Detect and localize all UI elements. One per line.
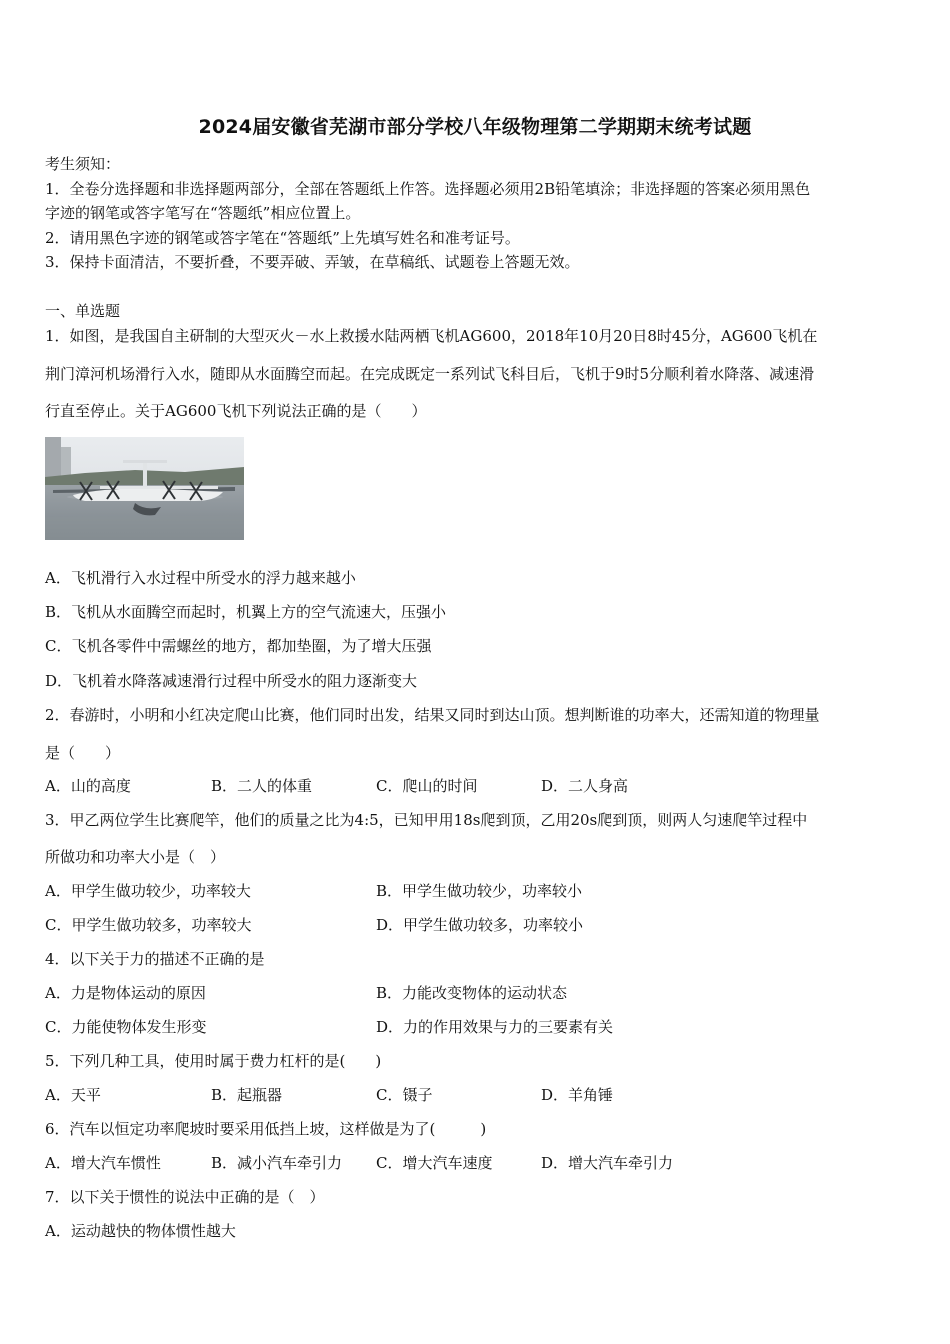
q4-option-a: A．力是物体运动的原因 bbox=[45, 984, 206, 1002]
q6-option-b: B．减小汽车牵引力 bbox=[211, 1154, 343, 1172]
seaplane-photo bbox=[45, 437, 244, 540]
notice-item: 2．请用黑色字迹的钢笔或答字笔在“答题纸”上先填写姓名和准考证号。 bbox=[45, 229, 520, 247]
q1-option-c: C．飞机各零件中需螺丝的地方，都加垫圈，为了增大压强 bbox=[45, 637, 432, 655]
q3-option-d: D．甲学生做功较多，功率较小 bbox=[376, 916, 584, 934]
q3-option-a: A．甲学生做功较少，功率较大 bbox=[45, 882, 251, 900]
q5-option-d: D．羊角锤 bbox=[541, 1086, 614, 1104]
q1-option-b: B．飞机从水面腾空而起时，机翼上方的空气流速大，压强小 bbox=[45, 603, 447, 621]
exam-title: 2024届安徽省芜湖市部分学校八年级物理第二学期期末统考试题 bbox=[198, 116, 752, 138]
notice-item: 字迹的钢笔或答字笔写在“答题纸”相应位置上。 bbox=[45, 204, 361, 222]
q4-option-d: D．力的作用效果与力的三要素有关 bbox=[376, 1018, 614, 1036]
question-1-text: 1．如图，是我国自主研制的大型灭火－水上救援水陆两栖飞机AG600，2018年10月20日8时45分，AG600飞机在 bbox=[45, 327, 818, 345]
question-1-text: 行直至停止。关于AG600飞机下列说法正确的是（ ） bbox=[45, 402, 427, 420]
question-6-text: 6．汽车以恒定功率爬坡时要采用低挡上坡，这样做是为了( ) bbox=[45, 1120, 487, 1138]
q4-option-b: B．力能改变物体的运动状态 bbox=[376, 984, 568, 1002]
section-heading: 一、单选题 bbox=[45, 302, 121, 320]
q1-option-a: A．飞机滑行入水过程中所受水的浮力越来越小 bbox=[45, 569, 356, 587]
q6-option-d: D．增大汽车牵引力 bbox=[541, 1154, 674, 1172]
q1-option-d: D．飞机着水降落减速滑行过程中所受水的阻力逐渐变大 bbox=[45, 672, 418, 690]
question-5-text: 5．下列几种工具，使用时属于费力杠杆的是( ) bbox=[45, 1052, 382, 1070]
q6-option-c: C．增大汽车速度 bbox=[376, 1154, 493, 1172]
q2-option-c: C．爬山的时间 bbox=[376, 777, 478, 795]
q5-option-a: A．天平 bbox=[45, 1086, 101, 1104]
question-3-text: 3．甲乙两位学生比赛爬竿，他们的质量之比为4:5，已知甲用18s爬到顶，乙用20s爬到顶，则两人匀速爬竿过程中 bbox=[45, 811, 808, 829]
question-3-text: 所做功和功率大小是（ ） bbox=[45, 848, 226, 866]
question-1-text: 荆门漳河机场滑行入水，随即从水面腾空而起。在完成既定一系列试飞科目后，飞机于9时5分顺利着水降落、减速滑 bbox=[45, 365, 815, 383]
question-2-text: 是（ ） bbox=[45, 744, 121, 762]
q2-option-a: A．山的高度 bbox=[45, 777, 131, 795]
q5-option-b: B．起瓶器 bbox=[211, 1086, 283, 1104]
q2-option-d: D．二人身高 bbox=[541, 777, 629, 795]
seaplane-illustration bbox=[45, 437, 244, 540]
q3-option-c: C．甲学生做功较多，功率较大 bbox=[45, 916, 252, 934]
q2-option-b: B．二人的体重 bbox=[211, 777, 313, 795]
question-4-text: 4．以下关于力的描述不正确的是 bbox=[45, 950, 265, 968]
question-2-text: 2．春游时，小明和小红决定爬山比赛，他们同时出发，结果又同时到达山顶。想判断谁的功率大，还需知道的物理量 bbox=[45, 706, 820, 724]
question-7-text: 7．以下关于惯性的说法中正确的是（ ） bbox=[45, 1188, 325, 1206]
q5-option-c: C．镊子 bbox=[376, 1086, 433, 1104]
q3-option-b: B．甲学生做功较少，功率较小 bbox=[376, 882, 583, 900]
q6-option-a: A．增大汽车惯性 bbox=[45, 1154, 161, 1172]
notice-item: 3．保持卡面清洁，不要折叠，不要弄破、弄皱，在草稿纸、试题卷上答题无效。 bbox=[45, 253, 580, 271]
q7-option-a: A．运动越快的物体惯性越大 bbox=[45, 1222, 236, 1240]
notice-heading: 考生须知： bbox=[45, 155, 121, 173]
q4-option-c: C．力能使物体发生形变 bbox=[45, 1018, 207, 1036]
notice-item: 1．全卷分选择题和非选择题两部分，全部在答题纸上作答。选择题必须用2B铅笔填涂；非选择题的答案必须用黑色 bbox=[45, 180, 811, 198]
